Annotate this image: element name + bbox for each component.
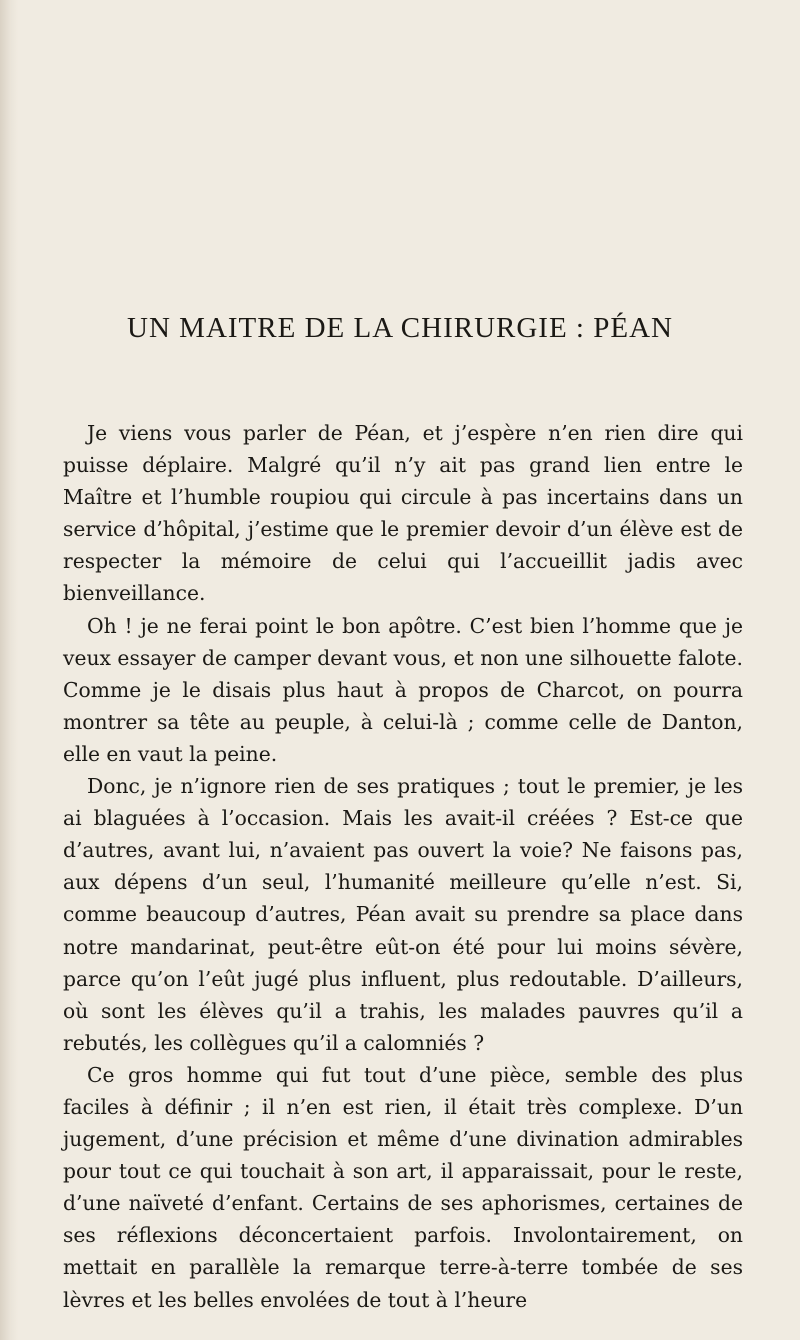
paragraph-1: Je viens vous parler de Péan, et j’espère n’en rien dire qui puisse déplaire. Malgré qu’il n’y ait pas grand lien entre le Maître et l’humble roupiou qui circule à pas incertains dans un service d’hôpital, j’estime que le premier devoir d’un élève est de respecter la mémoire de celui qui l’accueillit jadis avec bienveillance. <box>63 421 743 606</box>
paragraph-3: Donc, je n’ignore rien de ses pratiques ; tout le premier, je les ai blaguées à l’occasion. Mais les avait-il créées ? Est-ce que d’autres, avant lui, n’avaient pas ouvert la voie? Ne faisons pas, aux dépens d’un seul, l’humanité meilleure qu’elle n’est. Si, comme beaucoup d’autres, Péan avait su prendre sa place dans notre mandarinat, peut-être eût-on été pour lui moins sévère, parce qu’on l’eût jugé plus influent, plus redoutable. D’ailleurs, où sont les élèves qu’il a trahis, les malades pauvres qu’il a rebutés, les collègues qu’il a calomniés ? <box>63 774 743 1055</box>
page-spine-shadow <box>0 0 18 1340</box>
body-text <box>63 417 743 1316</box>
chapter-title: UN MAITRE DE LA CHIRURGIE : PÉAN <box>127 312 673 344</box>
paragraph-4: Ce gros homme qui fut tout d’une pièce, semble des plus faciles à définir ; il n’en est rien, il était très complexe. D’un jugement, d’une précision et même d’une divination admirables pour tout ce qui touchait à son art, il apparaissait, pour le reste, d’une naïveté d’enfant. Certains de ses aphorismes, certaines de ses réflexions déconcertaient parfois. Involontairement, on mettait en parallèle la remarque terre-à-terre tombée de ses lèvres et les belles envolées de tout à l’heure <box>63 1062 743 1312</box>
paragraph-2: Oh ! je ne ferai point le bon apôtre. C’est bien l’homme que je veux essayer de camper devant vous, et non une silhouette falote. Comme je le disais plus haut à propos de Charcot, on pourra montrer sa tête au peuple, à celui-là ; comme celle de Danton, elle en vaut la peine. <box>63 613 743 766</box>
